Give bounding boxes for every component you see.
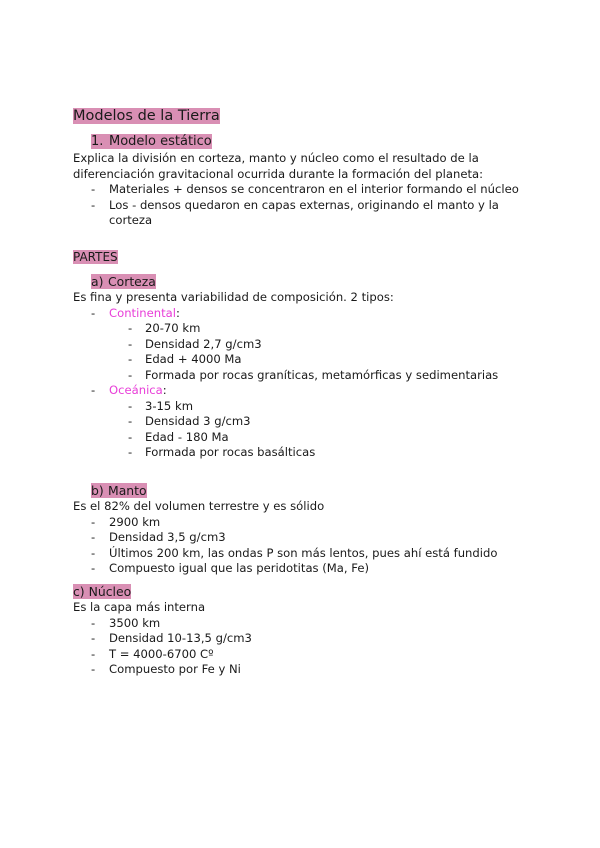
title-text: Modelos de la Tierra	[73, 108, 220, 124]
list-item: - 20-70 km	[73, 321, 543, 337]
document-title	[73, 107, 220, 125]
subheading-manto	[91, 483, 147, 499]
partes-text: PARTES	[73, 250, 118, 264]
section-number: 1.	[91, 134, 104, 149]
list-item: - Densidad 3 g/cm3	[73, 414, 543, 430]
list-item: - Formada por rocas basálticas	[73, 445, 543, 461]
list-item: - 2900 km	[73, 515, 543, 531]
manto-intro: Es el 82% del volumen terrestre y es sólido	[73, 499, 325, 513]
partes-label	[73, 250, 118, 266]
list-item: - Últimos 200 km, las ondas P son más lentos, pues ahí está fundido	[73, 546, 543, 562]
nucleo-body	[73, 600, 543, 678]
list-item: - Edad + 4000 Ma	[73, 352, 543, 368]
sub-label: a)	[91, 274, 104, 289]
section-heading-modelo-estatico	[91, 134, 212, 150]
corteza-list	[73, 306, 543, 461]
list-item: - Densidad 10-13,5 g/cm3	[73, 631, 543, 647]
manto-body	[73, 499, 543, 577]
list-item: - Densidad 3,5 g/cm3	[73, 530, 543, 546]
section1-body	[73, 151, 543, 229]
oceanica-label: Oceánica	[109, 383, 163, 397]
section1-intro: Explica la división en corteza, manto y núcleo como el resultado de la diferenciación gravitacional ocurrida durante la formación del planeta:	[73, 151, 484, 181]
subheading-nucleo	[73, 584, 131, 600]
sub-heading-text: Corteza	[108, 274, 156, 289]
list-item: - Formada por rocas graníticas, metamórficas y sedimentarias	[73, 368, 543, 384]
manto-list	[73, 515, 543, 577]
list-item-oceanica: - Oceánica:	[73, 383, 543, 399]
list-item: - Materiales + densos se concentraron en el interior formando el núcleo	[73, 182, 543, 198]
section-heading-text: Modelo estático	[109, 134, 212, 149]
list-item: - T = 4000-6700 Cº	[73, 647, 543, 663]
list-item: - 3500 km	[73, 616, 543, 632]
list-item-continental: - Continental:	[73, 306, 543, 322]
list-item: - Edad - 180 Ma	[73, 430, 543, 446]
sub-heading-text: c) Núcleo	[73, 584, 132, 599]
nucleo-intro: Es la capa más interna	[73, 600, 206, 614]
sub-label: b)	[91, 483, 104, 498]
corteza-body	[73, 290, 543, 461]
subheading-corteza	[91, 274, 156, 290]
list-item: - Compuesto por Fe y Ni	[73, 662, 543, 678]
continental-label: Continental	[109, 305, 177, 320]
sub-heading-text: Manto	[108, 483, 147, 498]
list-item: - Densidad 2,7 g/cm3	[73, 337, 543, 353]
list-item: - Los - densos quedaron en capas externas, originando el manto y la corteza	[73, 198, 543, 229]
corteza-intro: Es fina y presenta variabilidad de composición. 2 tipos:	[73, 290, 394, 304]
nucleo-list	[73, 616, 543, 678]
list-item: - Compuesto igual que las peridotitas (Ma, Fe)	[73, 561, 543, 577]
section1-list	[73, 182, 543, 229]
list-item: - 3-15 km	[73, 399, 543, 415]
